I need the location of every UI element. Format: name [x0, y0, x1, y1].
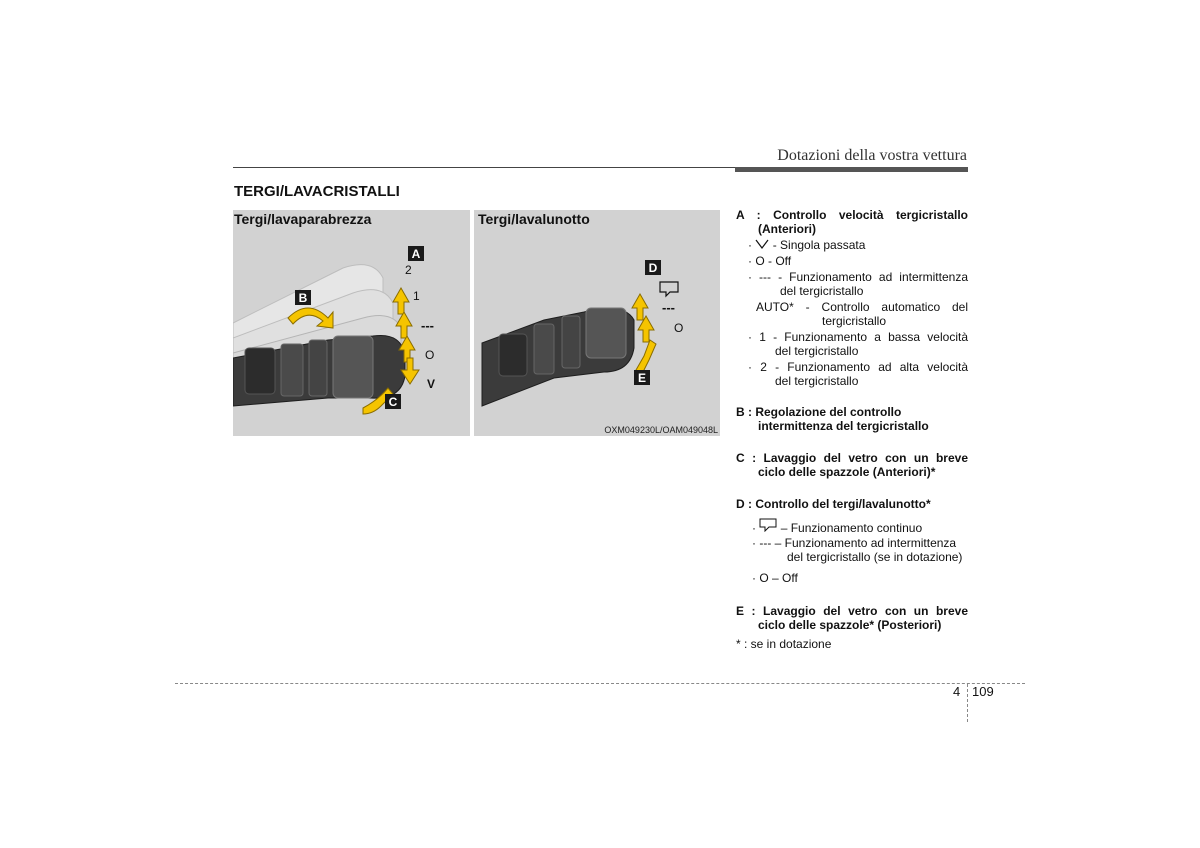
bullet: · [748, 238, 756, 252]
continuous-item [752, 518, 922, 535]
label-b: B [298, 291, 308, 305]
intermittent-item: · --- - Funzionamento ad intermittenza [748, 270, 968, 284]
auto-item: AUTO* - Controllo automatico del [756, 300, 968, 314]
position-2-label: 2 [405, 263, 412, 277]
description-b-cont: intermittenza del tergicristallo [758, 419, 929, 433]
description-c-title: C : Lavaggio del vetro con un breve [736, 451, 968, 465]
description-e-cont: ciclo delle spazzole* (Posteriori) [758, 618, 942, 632]
rear-wiper-stalk-illustration [474, 228, 720, 424]
continuous-wipe-icon [660, 282, 678, 296]
description-a-subtitle: (Anteriori) [758, 222, 816, 236]
section-title: TERGI/LAVACRISTALLI [234, 183, 400, 200]
rear-intermittent-item: · --- – Funzionamento ad intermittenza [752, 536, 957, 550]
description-b [736, 405, 968, 433]
auto-item-cont: tergicristallo [822, 314, 887, 328]
position-1-label: 1 [413, 289, 420, 303]
label-d: D [648, 261, 658, 275]
footer-rule [175, 683, 1025, 684]
high-speed-item: · 2 - Funzionamento ad alta velocità [748, 360, 968, 374]
footer-divider [967, 684, 968, 722]
intermittent-item-cont: del tergicristallo [780, 284, 864, 298]
description-b-title: B : Regolazione del controllo [736, 405, 902, 419]
rear-off-label: O [674, 321, 684, 335]
description-d-title: D : Controllo del tergi/lavalunotto* [736, 497, 931, 511]
label-e: E [637, 371, 647, 385]
bullet: · [752, 521, 760, 535]
front-wiper-stalk-illustration [233, 228, 470, 436]
position-intermittent-label: --- [421, 318, 434, 333]
continuous-text: – Funzionamento continuo [780, 521, 923, 535]
rear-off-item: · O – Off [752, 571, 798, 585]
description-d [736, 497, 968, 511]
description-c [736, 451, 968, 479]
page-number: 109 [972, 684, 994, 699]
single-pass-text: - Singola passata [772, 238, 866, 252]
description-e [736, 604, 968, 632]
low-speed-item: · 1 - Funzionamento a bassa velocità [748, 330, 968, 344]
continuous-wipe-icon [759, 518, 777, 532]
single-pass-icon [755, 239, 769, 249]
high-speed-item-cont: del tergicristallo [775, 374, 859, 388]
rear-wiper-figure-title: Tergi/lavalunotto [478, 211, 590, 227]
chapter-number: 4 [953, 684, 961, 699]
single-pass-item [748, 238, 865, 252]
header-bar [735, 167, 968, 172]
rear-intermittent-label: --- [662, 300, 675, 315]
low-speed-item-cont: del tergicristallo [775, 344, 859, 358]
position-single-label: V [427, 377, 436, 391]
footnote: * : se in dotazione [736, 637, 832, 651]
description-a-title: A : Controllo velocità tergicristallo [736, 208, 968, 222]
label-a: A [411, 247, 421, 261]
rear-intermittent-item-cont: del tergicristallo (se in dotazione) [787, 550, 963, 564]
label-c: C [388, 395, 398, 409]
front-wiper-figure-title: Tergi/lavaparabrezza [234, 211, 372, 227]
description-a [736, 208, 968, 236]
position-off-label: O [425, 348, 435, 362]
off-item: · O - Off [748, 254, 792, 268]
page-header-title: Dotazioni della vostra vettura [777, 147, 967, 164]
description-c-cont: ciclo delle spazzole (Anteriori)* [758, 465, 936, 479]
figure-caption: OXM049230L/OAM049048L [604, 425, 718, 435]
description-e-title: E : Lavaggio del vetro con un breve [736, 604, 968, 618]
